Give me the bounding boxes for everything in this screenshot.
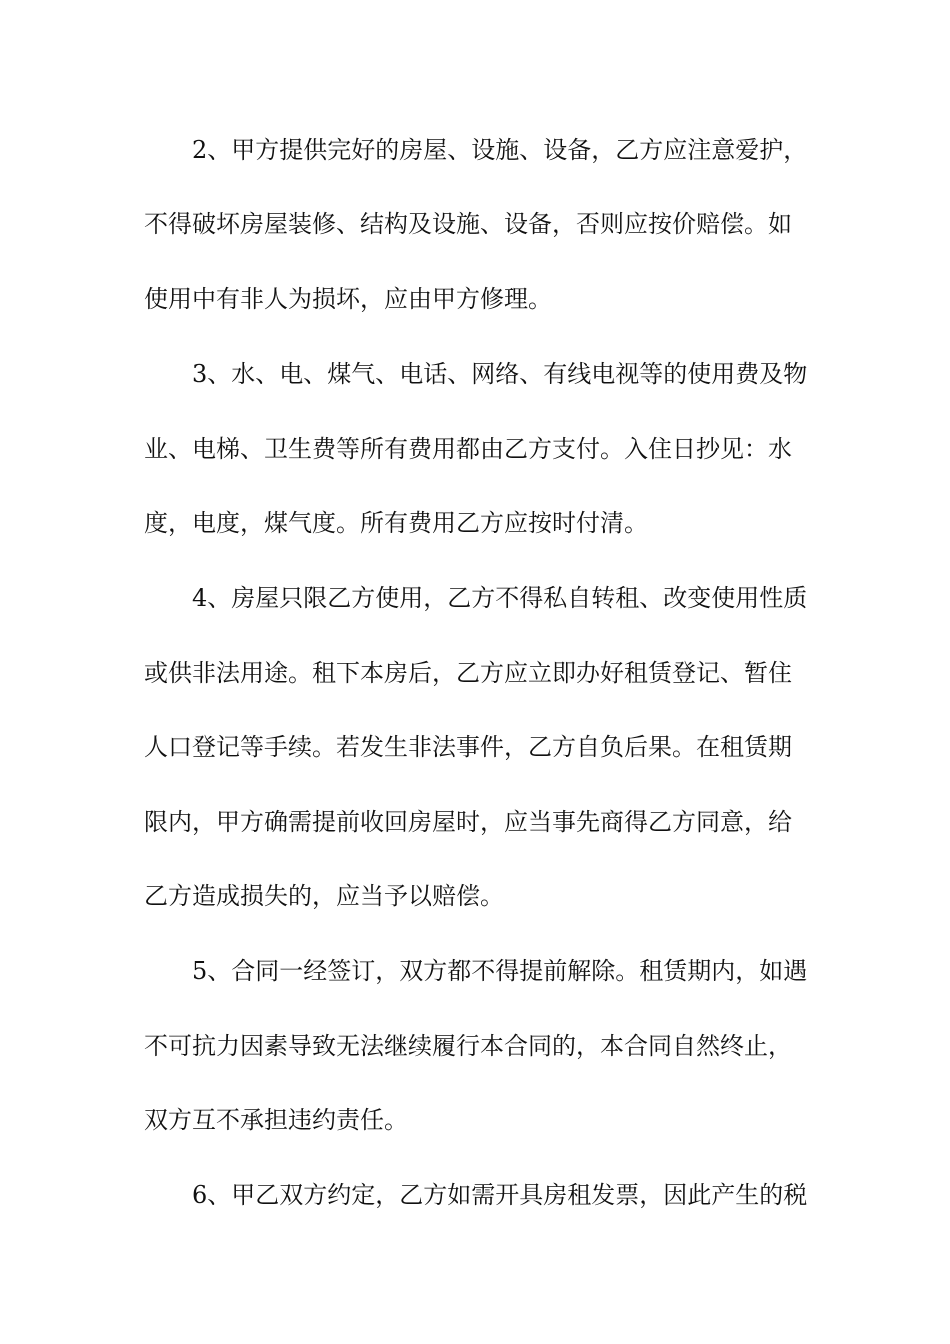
clause-2-line-3: 使用中有非人为损坏，应由甲方修理。 <box>144 285 552 313</box>
clause-2-line-1: 2、甲方提供完好的房屋、设施、设备，乙方应注意爱护， <box>192 136 808 164</box>
clause-4-line-5: 乙方造成损失的，应当予以赔偿。 <box>144 882 504 910</box>
clause-3-line-2: 业、电梯、卫生费等所有费用都由乙方支付。入住日抄见：水 <box>144 435 792 463</box>
clause-3-line-3: 度，电度，煤气度。所有费用乙方应按时付清。 <box>144 509 648 537</box>
clause-5-line-1: 5、合同一经签订，双方都不得提前解除。租赁期内，如遇 <box>192 957 808 985</box>
clause-5-line-3: 双方互不承担违约责任。 <box>144 1106 408 1134</box>
clause-4-line-2: 或供非法用途。租下本房后，乙方应立即办好租赁登记、暂住 <box>144 659 792 687</box>
clause-4-line-1: 4、房屋只限乙方使用，乙方不得私自转租、改变使用性质 <box>192 584 808 612</box>
clause-2-line-2: 不得破坏房屋装修、结构及设施、设备，否则应按价赔偿。如 <box>144 210 792 238</box>
clause-3-line-1: 3、水、电、煤气、电话、网络、有线电视等的使用费及物 <box>192 360 808 388</box>
clause-6-line-1: 6、甲乙双方约定，乙方如需开具房租发票，因此产生的税 <box>192 1181 808 1209</box>
clause-4-line-4: 限内，甲方确需提前收回房屋时，应当事先商得乙方同意，给 <box>144 808 792 836</box>
clause-4-line-3: 人口登记等手续。若发生非法事件，乙方自负后果。在租赁期 <box>144 733 792 761</box>
clause-5-line-2: 不可抗力因素导致无法继续履行本合同的，本合同自然终止， <box>144 1032 792 1060</box>
